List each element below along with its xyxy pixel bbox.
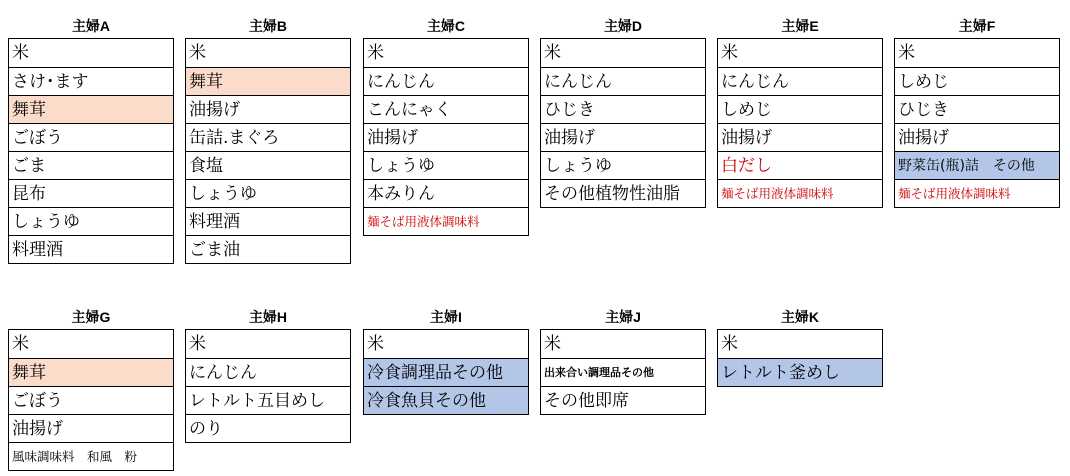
ingredient-cell: にんじん	[186, 358, 350, 386]
housewife-panel	[540, 307, 706, 415]
ingredient-cell: 米	[189, 43, 206, 63]
ingredient-cell: 風味調味料 和風 粉	[9, 442, 173, 470]
ingredient-cell: 出来合い調理品その他	[541, 358, 705, 386]
ingredient-cell: にんじん	[718, 67, 882, 95]
ingredient-list	[717, 329, 883, 387]
panel-title: 主婦J	[605, 309, 641, 325]
ingredient-cell: しょうゆ	[186, 179, 350, 207]
ingredient-cell: 料理酒	[9, 235, 173, 263]
ingredient-cell: 油揚げ	[895, 123, 1059, 151]
ingredient-cell: 油揚げ	[9, 414, 173, 442]
ingredient-cell: 麺そば用液体調味料	[718, 179, 882, 207]
housewife-panel	[8, 16, 174, 264]
ingredient-cell: 米	[544, 334, 561, 354]
ingredient-cell: 米	[189, 334, 206, 354]
ingredient-cell: その他植物性油脂	[541, 179, 705, 207]
panel-title: 主婦D	[603, 18, 643, 34]
ingredient-cell: レトルト五目めし	[186, 386, 350, 414]
ingredient-list	[8, 38, 174, 264]
panel-title: 主婦G	[71, 309, 111, 325]
ingredient-cell: 本みりん	[364, 179, 528, 207]
housewife-panel	[540, 16, 706, 208]
ingredient-cell: にんじん	[364, 67, 528, 95]
ingredient-list	[185, 38, 351, 264]
ingredient-cell: 麺そば用液体調味料	[364, 207, 528, 235]
ingredient-cell: 米	[367, 334, 384, 354]
housewife-panel	[363, 16, 529, 236]
ingredient-cell: 米	[898, 43, 915, 63]
ingredient-cell: しょうゆ	[541, 151, 705, 179]
housewife-panel	[717, 16, 883, 208]
ingredient-cell: こんにゃく	[364, 95, 528, 123]
ingredient-cell: 油揚げ	[718, 123, 882, 151]
ingredient-cell: 料理酒	[186, 207, 350, 235]
ingredient-list	[363, 38, 529, 236]
panel-title: 主婦C	[426, 18, 466, 34]
ingredient-cell: しょうゆ	[9, 207, 173, 235]
ingredient-cell: 油揚げ	[186, 95, 350, 123]
ingredient-cell: ひじき	[895, 95, 1059, 123]
panel-title: 主婦F	[958, 18, 996, 34]
ingredient-cell: にんじん	[541, 67, 705, 95]
ingredient-cell: 舞茸	[9, 95, 173, 123]
ingredient-cell: 舞茸	[9, 358, 173, 386]
ingredient-list	[185, 329, 351, 443]
ingredient-cell: 米	[721, 43, 738, 63]
ingredient-cell: 米	[721, 334, 738, 354]
panel-title: 主婦H	[248, 309, 288, 325]
ingredient-cell: ごま油	[186, 235, 350, 263]
housewife-panel	[185, 16, 351, 264]
ingredient-cell: ごぼう	[9, 123, 173, 151]
ingredient-cell: 缶詰.まぐろ	[186, 123, 350, 151]
ingredient-cell: 舞茸	[186, 67, 350, 95]
ingredient-list	[363, 329, 529, 415]
ingredient-cell: ごま	[9, 151, 173, 179]
ingredient-cell: 野菜缶(瓶)詰 その他	[895, 151, 1059, 179]
ingredient-list	[894, 38, 1060, 208]
housewife-panel	[363, 307, 529, 415]
ingredient-cell: 米	[12, 43, 29, 63]
ingredient-cell: 油揚げ	[364, 123, 528, 151]
panel-title: 主婦B	[248, 18, 288, 34]
ingredient-cell: しょうゆ	[364, 151, 528, 179]
ingredient-cell: 昆布	[9, 179, 173, 207]
panel-title: 主婦E	[781, 18, 819, 34]
ingredient-list	[8, 329, 174, 471]
housewife-panel	[717, 307, 883, 387]
ingredient-cell: 食塩	[186, 151, 350, 179]
ingredient-cell: のり	[186, 414, 350, 442]
ingredient-cell: 米	[544, 43, 561, 63]
panel-title: 主婦I	[430, 309, 462, 325]
ingredient-cell: ひじき	[541, 95, 705, 123]
ingredient-cell: 冷食魚貝その他	[364, 386, 528, 414]
panel-title: 主婦A	[71, 18, 111, 34]
ingredient-cell: ごぼう	[9, 386, 173, 414]
ingredient-cell: 米	[12, 334, 29, 354]
housewife-panel	[185, 307, 351, 443]
housewife-panel	[8, 307, 174, 471]
ingredient-cell: 麺そば用液体調味料	[895, 179, 1059, 207]
ingredient-cell: 冷食調理品その他	[364, 358, 528, 386]
ingredient-cell: 白だし	[718, 151, 882, 179]
ingredient-cell: 油揚げ	[541, 123, 705, 151]
ingredient-list	[540, 329, 706, 415]
ingredient-cell: しめじ	[718, 95, 882, 123]
housewife-panel	[894, 16, 1060, 208]
ingredient-list	[717, 38, 883, 208]
panel-title: 主婦K	[780, 309, 820, 325]
ingredient-cell: しめじ	[895, 67, 1059, 95]
ingredient-cell: その他即席	[541, 386, 705, 414]
ingredient-list	[540, 38, 706, 208]
ingredient-cell: さけ･ます	[9, 67, 173, 95]
ingredient-cell: レトルト釜めし	[718, 358, 882, 386]
ingredient-cell: 米	[367, 43, 384, 63]
